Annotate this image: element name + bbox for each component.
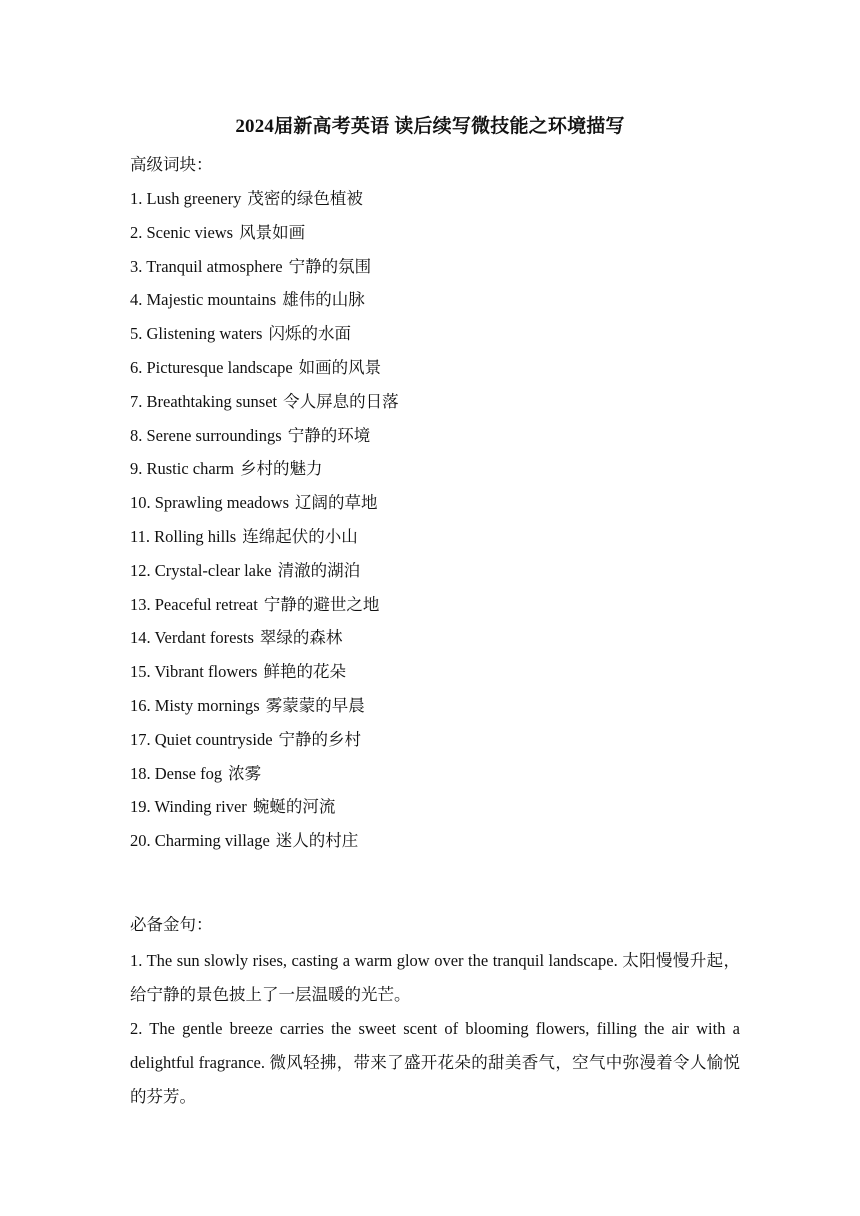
vocab-item xyxy=(130,725,740,759)
sentences-heading: 必备金句： xyxy=(130,914,213,934)
vocab-chinese: 蜿蜒的河流 xyxy=(252,797,336,817)
vocab-english: Verdant forests xyxy=(154,628,254,648)
vocab-english: Misty mornings xyxy=(154,695,260,715)
vocab-number: 4. xyxy=(130,290,143,310)
vocab-english: Scenic views xyxy=(146,222,234,242)
vocab-english: Quiet countryside xyxy=(154,729,273,749)
vocab-chinese: 风景如画 xyxy=(239,222,306,242)
vocab-number: 5. xyxy=(130,324,143,344)
vocab-number: 14. xyxy=(130,628,151,648)
vocab-english: Rustic charm xyxy=(146,459,235,479)
vocab-english: Majestic mountains xyxy=(146,290,277,310)
vocab-english: Peaceful retreat xyxy=(154,594,258,614)
sentence-list xyxy=(130,944,740,1114)
vocab-number: 7. xyxy=(130,391,143,411)
vocab-chinese: 宁静的环境 xyxy=(287,425,371,445)
vocab-english: Rolling hills xyxy=(154,526,237,546)
vocab-item xyxy=(130,556,740,590)
vocab-chinese: 乡村的魅力 xyxy=(240,459,323,479)
vocab-number: 1. xyxy=(130,189,143,208)
vocab-english: Serene surroundings xyxy=(146,425,282,445)
vocab-chinese: 辽阔的草地 xyxy=(295,493,378,513)
vocab-number: 3. xyxy=(130,256,143,276)
vocab-chinese: 鲜艳的花朵 xyxy=(263,662,346,682)
vocab-item xyxy=(130,218,740,252)
vocab-number: 11. xyxy=(130,526,151,546)
vocab-chinese: 雾蒙蒙的早晨 xyxy=(265,695,365,715)
vocab-number: 20. xyxy=(130,831,151,851)
vocab-english: Vibrant flowers xyxy=(154,662,258,682)
vocab-number: 15. xyxy=(130,662,151,682)
vocab-item xyxy=(130,623,740,657)
vocab-item xyxy=(130,488,740,522)
vocab-english: Picturesque landscape xyxy=(146,357,293,377)
vocab-chinese: 令人屏息的日落 xyxy=(283,391,399,411)
vocab-english: Dense fog xyxy=(154,763,223,783)
vocab-english: Winding river xyxy=(154,797,247,817)
vocab-item xyxy=(130,826,740,860)
vocab-chinese: 雄伟的山脉 xyxy=(282,290,365,310)
vocab-item xyxy=(130,285,740,319)
vocab-number: 18. xyxy=(130,763,151,783)
vocab-number: 12. xyxy=(130,560,151,580)
vocab-english: Glistening waters xyxy=(146,324,263,344)
sentence-item: 2. The gentle breeze carries the sweet scent of blooming flowers, filling the air with a delightful fragrance. 微风轻拂，带来了盛开花朵的甜美香气，空气中弥漫着令人愉悦的芬芳。 xyxy=(130,1018,740,1106)
vocab-number: 19. xyxy=(130,797,151,817)
vocab-item xyxy=(130,691,740,725)
document-title: 2024届新高考英语 读后续写微技能之环境描写 xyxy=(235,116,625,137)
vocab-number: 8. xyxy=(130,425,143,445)
vocab-number: 2. xyxy=(130,222,143,242)
vocab-chinese: 翠绿的森林 xyxy=(259,628,343,648)
vocab-english: Charming village xyxy=(154,831,270,851)
section-spacer xyxy=(130,860,740,910)
vocab-chinese: 宁静的氛围 xyxy=(288,256,372,276)
vocab-number: 13. xyxy=(130,594,151,614)
vocab-item xyxy=(130,353,740,387)
vocab-number: 10. xyxy=(130,493,151,513)
vocab-english: Crystal-clear lake xyxy=(154,560,272,580)
vocab-chinese: 浓雾 xyxy=(228,763,262,783)
vocab-number: 16. xyxy=(130,695,151,715)
vocab-item xyxy=(130,184,740,218)
vocab-chinese: 如画的风景 xyxy=(298,357,382,377)
vocab-chinese: 宁静的乡村 xyxy=(278,729,362,749)
sentence-item: 1. The sun slowly rises, casting a warm glow over the tranquil landscape. 太阳慢慢升起，给宁静的景色披上了一层温暖的光芒。 xyxy=(130,950,740,1004)
document-body xyxy=(130,150,740,1114)
vocab-chinese: 清澈的湖泊 xyxy=(277,560,361,580)
vocab-english: Lush greenery xyxy=(146,189,242,208)
vocab-item xyxy=(130,522,740,556)
vocab-item xyxy=(130,421,740,455)
vocab-item xyxy=(130,252,740,286)
vocab-item xyxy=(130,454,740,488)
vocab-item xyxy=(130,590,740,624)
vocab-item xyxy=(130,387,740,421)
vocab-chinese: 闪烁的水面 xyxy=(268,324,351,344)
vocab-number: 9. xyxy=(130,459,143,479)
vocab-chinese: 连绵起伏的小山 xyxy=(242,526,358,546)
vocab-heading: 高级词块： xyxy=(130,155,213,174)
vocab-chinese: 宁静的避世之地 xyxy=(263,594,380,614)
vocab-english: Breathtaking sunset xyxy=(146,391,278,411)
vocab-english: Tranquil atmosphere xyxy=(146,256,283,276)
vocab-number: 6. xyxy=(130,357,143,377)
vocab-english: Sprawling meadows xyxy=(154,493,290,513)
vocab-number: 17. xyxy=(130,729,151,749)
vocab-item xyxy=(130,657,740,691)
vocab-list xyxy=(130,184,740,860)
vocab-chinese: 迷人的村庄 xyxy=(275,831,359,851)
vocab-item xyxy=(130,319,740,353)
vocab-item xyxy=(130,792,740,826)
vocab-chinese: 茂密的绿色植被 xyxy=(247,189,363,208)
vocab-item xyxy=(130,759,740,793)
